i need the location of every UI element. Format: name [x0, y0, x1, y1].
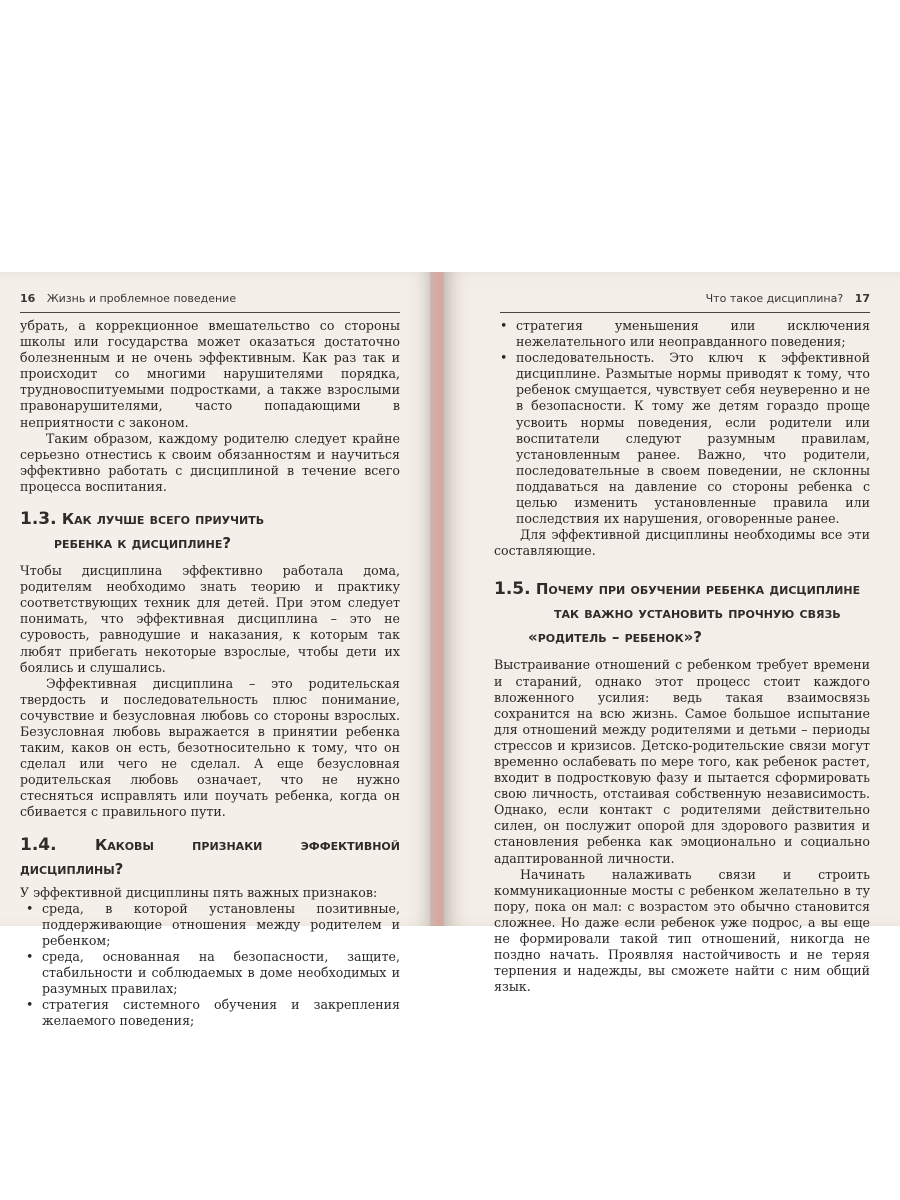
left-para-5: У эффективной дисциплины пять важных признаков:: [20, 884, 378, 900]
list-item: • стратегия уменьшения или исключения нежелательного или неоправданного поведения;: [494, 318, 870, 350]
left-para-3: Чтобы дисциплина эффективно работала дома, родителям необходимо знать теорию и практику соответствующих техник для детей. При этом следует понимать, что эффективная дисциплина – это не суровость, равнодушие и наказания, к которым так любят прибегать некоторые взрослые, чтобы дети их боялись и слушались.: [20, 563, 400, 675]
left-bullet-list: [20, 901, 400, 1030]
section-1-5-number: 1.5.: [494, 579, 531, 600]
book-spread: [0, 272, 900, 1029]
right-running-head: [500, 292, 870, 313]
left-running-head: [20, 292, 400, 313]
section-1-4-title: Каковы признаки эффективной дисциплины?: [20, 835, 400, 878]
right-para-3: Начинать налаживать связи и строить коммуникационные мосты с ребенком желательно в ту пору, пока он мал: с возрастом это обычно становится сложнее. Но даже если ребенок уже подрос, а вы еще не формировали такой тип отношений, никогда не поздно начать. Проявляя настойчивость и не теряя терпения и надежды, вы сможете найти с ним общий язык.: [494, 866, 870, 995]
left-para-1: убрать, а коррекционное вмешательство со стороны школы или государства может оказаться достаточно болезненным и не очень эффективным. Как раз так и происходит со многими нарушителями порядка, трудновоспитуемыми подростками, а также взрослыми правонарушителями, часто попадающими в неприятности с законом.: [20, 318, 400, 430]
left-running-head-title: Жизнь и проблемное поведение: [46, 292, 237, 305]
left-page-number: 16: [20, 292, 36, 305]
list-item: • среда, основанная на безопасности, защите, стабильности и соблюдаемых в доме необходимых и разумных правилах;: [20, 949, 400, 997]
right-page: [444, 272, 900, 995]
right-bullet-list: [494, 318, 870, 527]
right-page-body: [494, 318, 870, 995]
section-1-3-number: 1.3.: [20, 509, 57, 530]
left-para-2: Таким образом, каждому родителю следует крайне серьезно отнестись к своим обязанностям и научиться эффективно работать с дисциплиной в течение всего процесса воспитания.: [20, 430, 400, 494]
right-para-1: Для эффективной дисциплины необходимы все эти составляющие.: [494, 527, 870, 559]
right-para-2: Выстраивание отношений с ребенком требует времени и стараний, однако этот процесс стоит каждого вложенного усилия: ведь такая взаимосвязь сохранится на всю жизнь. Самое большое испытание для отношений между родителями и детьми – периоды стрессов и кризисов. Детско-родительские связи могут временно ослабевать по мере того, как ребенок растет, входит в подростковую фазу и пытается сформировать свою личность, отстаивая собственную независимость. Однако, если контакт с родителями действительно силен, он послужит опорой для здорового развития и становления ребенка как эмоционально и социально адаптированной личности.: [494, 657, 870, 866]
list-item: • стратегия системного обучения и закрепления желаемого поведения;: [20, 997, 400, 1029]
section-1-3-title-line2: ребенка к дисциплине?: [54, 534, 232, 553]
section-1-3-heading: [20, 507, 400, 555]
section-1-4-number: 1.4.: [20, 834, 57, 855]
section-1-5-title-line1: Почему при обучении ребенка дисциплине: [535, 580, 861, 599]
left-page: [0, 272, 434, 1029]
list-item: • среда, в которой установлены позитивные, поддерживающие отношения между родителем и ребенком;: [20, 901, 400, 949]
left-para-4: Эффективная дисциплина – это родительская твердость и последовательность плюс понимание, сочувствие и безусловная любовь со стороны взрослых. Безусловная любовь выражается в принятии ребенка таким, каков он есть, безотносительно к тому, что он сделал или чего не сделал. А еще безусловная родительская любовь означает, что не нужно стесняться исправлять или поучать ребенка, когда он сбивается с правильного пути.: [20, 675, 400, 820]
right-page-number: 17: [854, 292, 870, 305]
section-1-5-title-line2: так важно установить прочную связь: [554, 604, 841, 623]
section-1-5-title-line3: «родитель – ребенок»?: [528, 628, 703, 647]
section-1-3-title-line1: Как лучше всего приучить: [61, 510, 265, 529]
left-page-body: [20, 318, 400, 1029]
section-1-5-heading: [494, 577, 870, 649]
section-1-4-heading: [20, 833, 400, 881]
right-running-head-title: Что такое дисциплина?: [705, 292, 844, 305]
list-item: • последовательность. Это ключ к эффективной дисциплине. Размытые нормы приводят к тому, что ребенок смущается, чувствует себя неуверенно и не в безопасности. К тому же детям гораздо проще усвоить нормы поведения, если родители или воспитатели следуют разумным правилам, установленным ранее. Важно, что родители, последовательные в своем поведении, не склонны поддаваться на давление со стороны ребенка с целью изменить установленные правила или последствия их нарушения, оговоренные ранее.: [494, 350, 870, 527]
